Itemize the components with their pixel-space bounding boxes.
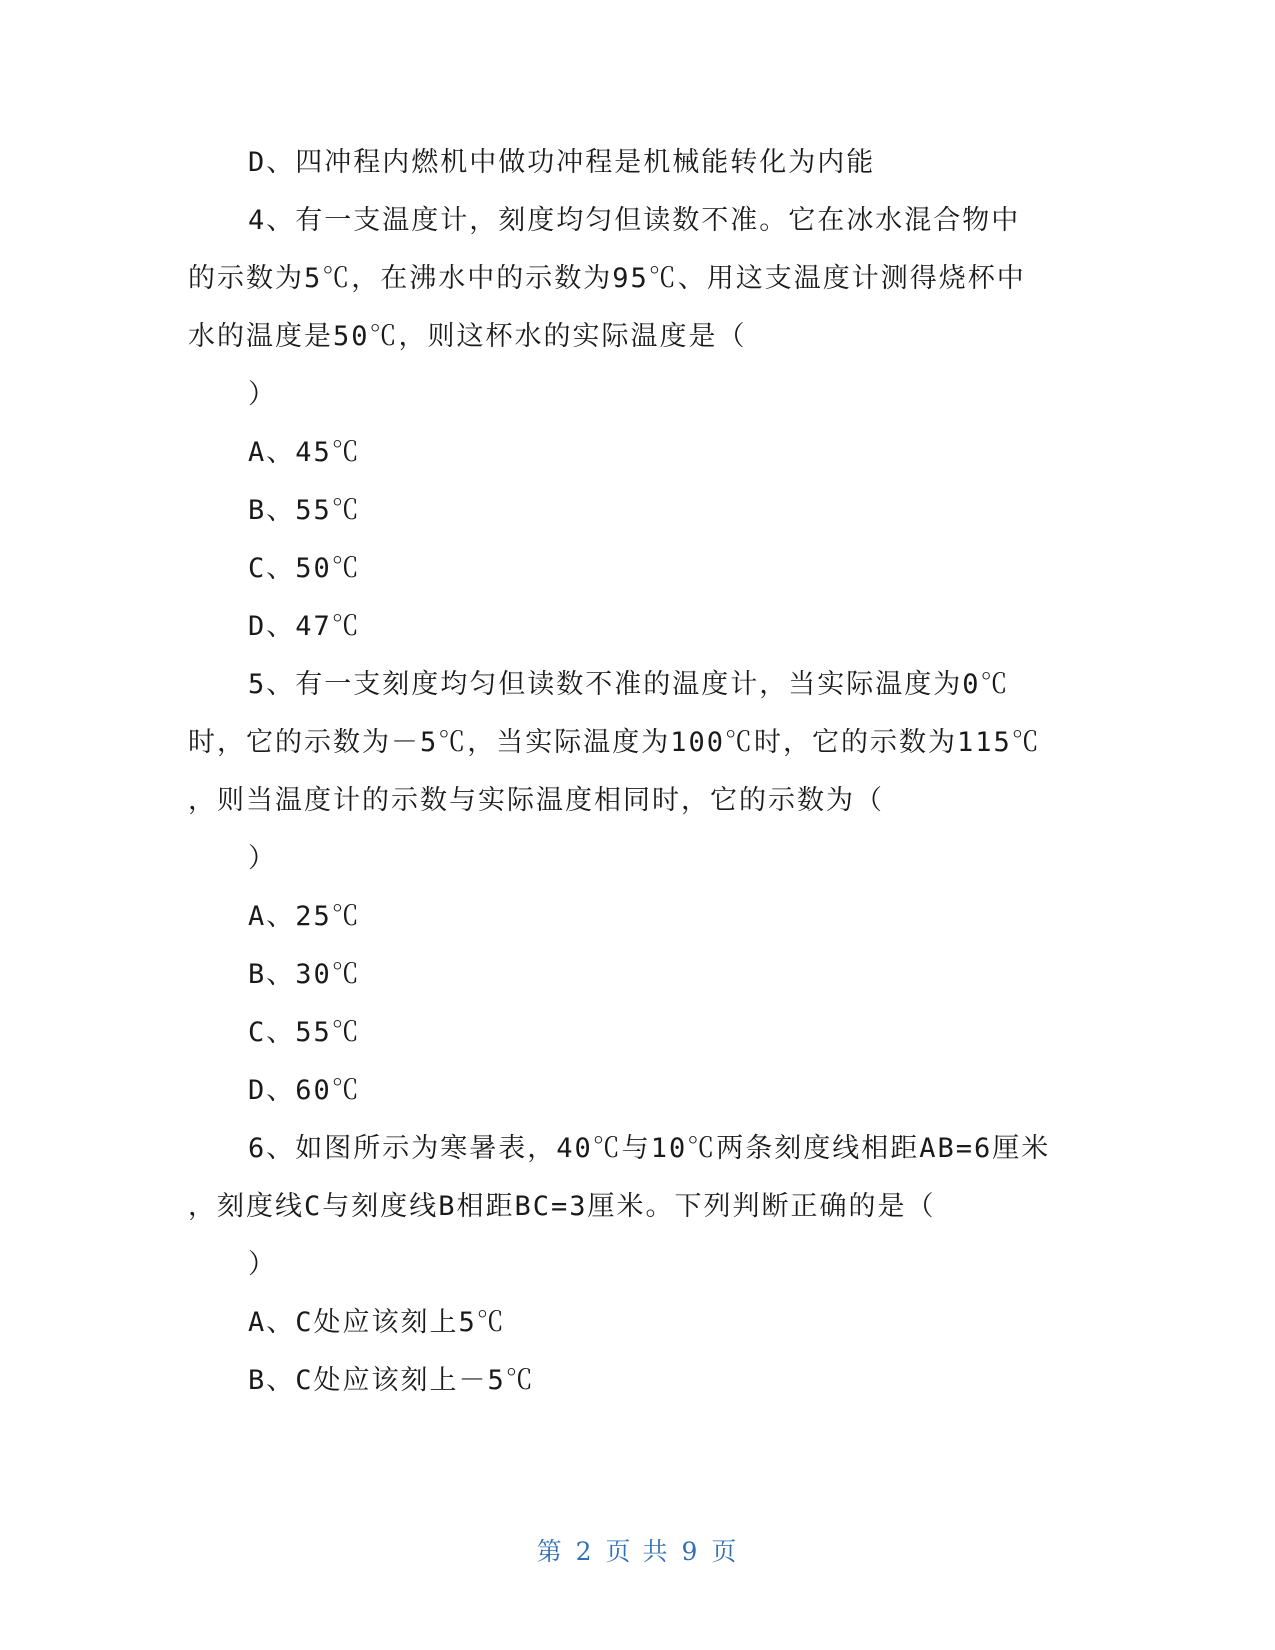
option-4c: C、50℃ [248, 553, 361, 584]
footer-suffix: 页 [711, 1537, 739, 1566]
page-footer [0, 1532, 1275, 1568]
footer-current-page: 2 [575, 1537, 594, 1566]
option-4b: B、55℃ [248, 495, 361, 526]
footer-total-pages: 9 [681, 1537, 700, 1566]
option-3d: D、四冲程内燃机中做功冲程是机械能转化为内能 [248, 147, 876, 178]
question-5-bracket: ） [248, 843, 277, 874]
question-6-line-2: ，刻度线C与刻度线B相距BC=3厘米。下列判断正确的是（ [188, 1191, 936, 1222]
question-4-line-1: 4、有一支温度计，刻度均匀但读数不准。它在冰水混合物中 [248, 205, 1021, 236]
question-4-line-3: 水的温度是50℃，则这杯水的实际温度是（ [188, 321, 747, 352]
footer-middle: 页 共 [605, 1537, 670, 1566]
question-5-line-3: ，则当温度计的示数与实际温度相同时，它的示数为（ [188, 785, 884, 816]
option-4d: D、47℃ [248, 611, 361, 642]
option-4a: A、45℃ [248, 437, 361, 468]
option-5a: A、25℃ [248, 901, 361, 932]
option-5c: C、55℃ [248, 1017, 361, 1048]
option-5d: D、60℃ [248, 1075, 361, 1106]
footer-prefix: 第 [536, 1537, 564, 1566]
question-4-line-2: 的示数为5℃，在沸水中的示数为95℃、用这支温度计测得烧杯中 [188, 263, 1026, 294]
option-5b: B、30℃ [248, 959, 361, 990]
question-4-bracket: ） [248, 379, 277, 410]
question-6-bracket: ） [248, 1249, 277, 1280]
question-5-line-2: 时，它的示数为－5℃，当实际温度为100℃时，它的示数为115℃ [188, 727, 1041, 758]
option-6a: A、C处应该刻上5℃ [248, 1307, 506, 1338]
question-5-line-1: 5、有一支刻度均匀但读数不准的温度计，当实际温度为0℃ [248, 669, 1010, 700]
question-6-line-1: 6、如图所示为寒暑表，40℃与10℃两条刻度线相距AB=6厘米 [248, 1133, 1051, 1164]
option-6b: B、C处应该刻上－5℃ [248, 1365, 535, 1396]
